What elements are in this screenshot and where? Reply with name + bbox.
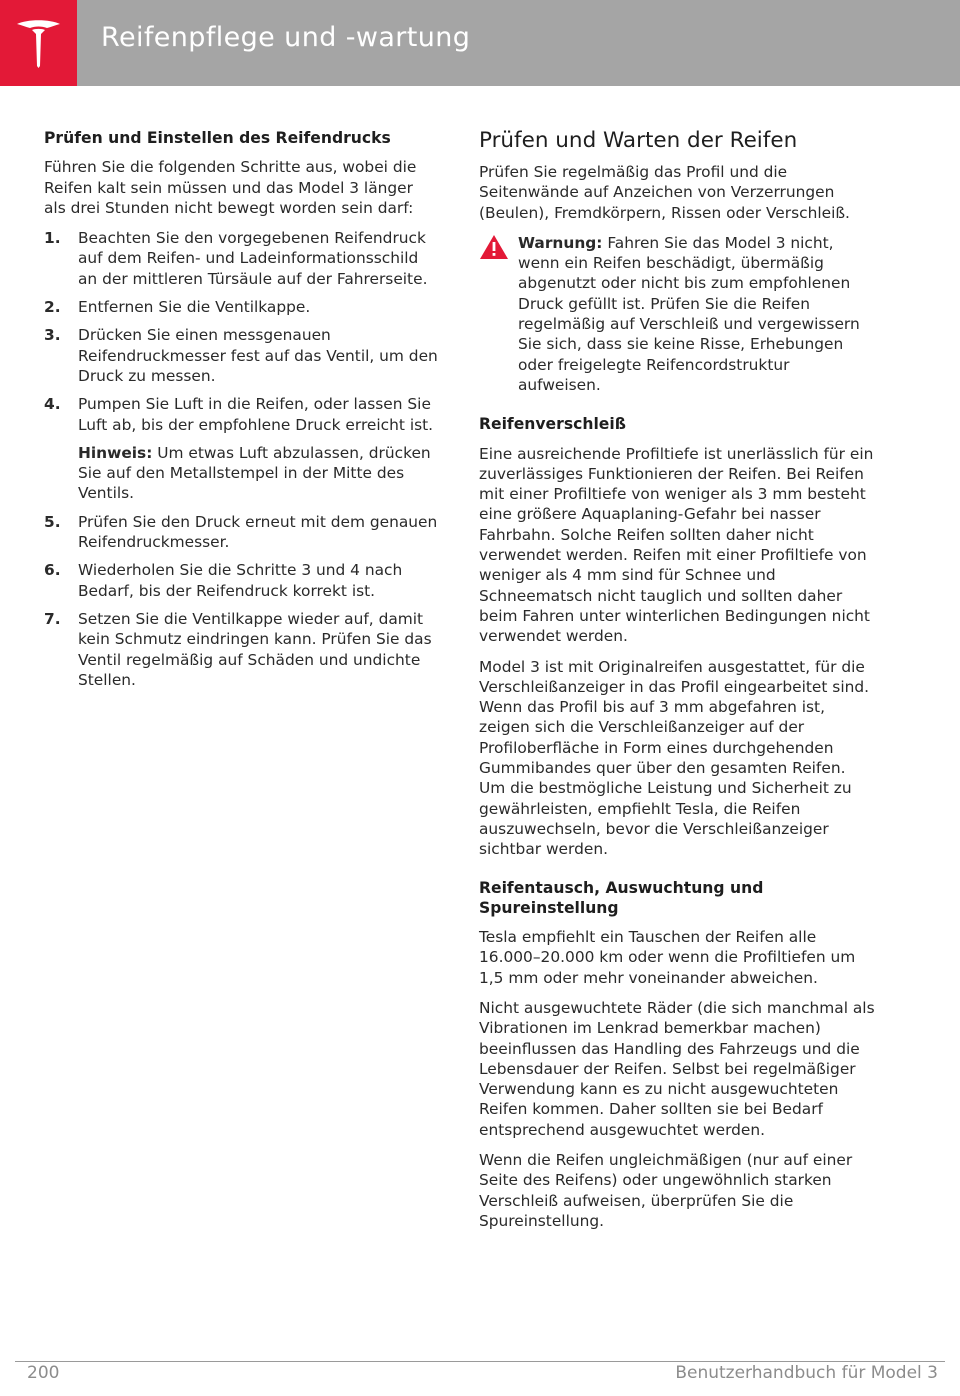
step-number: 6. xyxy=(44,561,61,580)
page-title: Reifenpflege und -wartung xyxy=(101,22,471,53)
step-item xyxy=(44,228,438,289)
step-text: Drücken Sie einen messgenauen Reifendruckmesser fest auf das Ventil, um den Druck zu messen. xyxy=(78,326,438,385)
step-item xyxy=(44,512,438,553)
warning-label: Warnung: xyxy=(518,233,603,252)
footer-divider xyxy=(15,1361,945,1362)
step-number: 4. xyxy=(44,395,61,414)
step-text: Prüfen Sie den Druck erneut mit dem genauen Reifendruckmesser. xyxy=(78,512,438,552)
step-item xyxy=(44,297,438,317)
section-title: Prüfen und Warten der Reifen xyxy=(479,128,798,153)
page-header xyxy=(0,0,960,86)
step-item xyxy=(44,609,438,690)
step-text: Entfernen Sie die Ventilkappe. xyxy=(78,298,311,317)
tire-pressure-steps xyxy=(44,228,438,690)
warning-triangle-icon xyxy=(479,234,509,260)
step-text: Setzen Sie die Ventilkappe wieder auf, damit kein Schmutz eindringen kann. Prüfen Sie das Ventil regelmäßig auf Schäden und undichte Stellen. xyxy=(78,609,432,689)
tire-rotation-heading: Reifentausch, Auswuchtung und Spureinstellung xyxy=(479,878,764,917)
step-text: Beachten Sie den vorgegebenen Reifendruck auf dem Reifen- und Ladeinformationsschild an der mittleren Türsäule auf der Fahrerseite. xyxy=(78,229,428,288)
tire-wear-paragraph: Eine ausreichende Profiltiefe ist unerlässlich für ein zuverlässiges Funktionieren der Reifen. Bei Reifen mit einer Profiltiefe von weniger als 3 mm besteht eine größere Aquaplaning-Gefahr bei nasser Fahrbahn. Solche Reifen sollten daher nicht verwendet werden. Reifen mit einer Profiltiefe von weniger als 4 mm sind für Schnee und Schneematsch nicht tauglich und sollten daher beim Fahren unter winterlichen Bedingungen nicht verwendet werden. xyxy=(479,444,874,646)
note-box xyxy=(78,443,438,504)
left-column xyxy=(44,128,438,698)
footer-manual-label: Benutzerhandbuch für Model 3 xyxy=(675,1363,938,1383)
step-number: 3. xyxy=(44,326,61,345)
logo-badge xyxy=(0,0,77,86)
warning-text: Fahren Sie das Model 3 nicht, wenn ein Reifen beschädigt, übermäßig abgenutzt oder nicht bis zum empfohlenen Druck gefüllt ist. Prüfen Sie die Reifen regelmäßig auf Verschleiß und vergewissern Sie sich, dass sie keine Risse, Erhebungen oder freigelegte Reifencordstruktur aufweisen. xyxy=(518,233,860,394)
right-column xyxy=(479,128,875,1241)
tire-pressure-intro: Führen Sie die folgenden Schritte aus, wobei die Reifen kalt sein müssen und das Model 3 länger als drei Stunden nicht bewegt worden sein darf: xyxy=(44,158,417,217)
tire-wear-paragraph: Model 3 ist mit Originalreifen ausgestattet, für die Verschleißanzeiger in das Profil eingearbeitet sind. Wenn das Profil bis auf 3 mm abgefahren ist, zeigen sich die Verschleißanzeiger auf der Profiloberfläche in Form eines durchgehenden Gummibandes quer über den gesamten Reifen. Um die bestmögliche Leistung und Sicherheit zu gewährleisten, empfiehlt Tesla, die Reifen auszuwechseln, bevor die Verschleißanzeiger sichtbar werden. xyxy=(479,657,870,859)
step-item xyxy=(44,394,438,503)
step-number: 2. xyxy=(44,298,61,317)
note-label: Hinweis: xyxy=(78,443,153,462)
note-text: Um etwas Luft abzulassen, drücken Sie auf den Metallstempel in der Mitte des Ventils. xyxy=(78,443,431,503)
step-item xyxy=(44,325,438,386)
step-text: Wiederholen Sie die Schritte 3 und 4 nach Bedarf, bis der Reifendruck korrekt ist. xyxy=(78,561,403,600)
page-number: 200 xyxy=(27,1363,60,1383)
step-text: Pumpen Sie Luft in die Reifen, oder lassen Sie Luft ab, bis der empfohlene Druck erreicht ist. xyxy=(78,395,434,434)
step-number: 7. xyxy=(44,609,61,628)
step-number: 1. xyxy=(44,229,61,248)
tire-pressure-heading: Prüfen und Einstellen des Reifendrucks xyxy=(44,129,391,147)
section-intro: Prüfen Sie regelmäßig das Profil und die Seitenwände auf Anzeichen von Verzerrungen (Beulen), Fremdkörpern, Rissen oder Verschleiß. xyxy=(479,163,850,222)
tire-rotation-paragraph: Wenn die Reifen ungleichmäßigen (nur auf einer Seite des Reifens) oder ungewöhnlich starken Verschleiß aufweisen, überprüfen Sie die Spureinstellung. xyxy=(479,1151,853,1230)
tire-rotation-paragraph: Tesla empfiehlt ein Tauschen der Reifen alle 16.000–20.000 km oder wenn die Profiltiefen um 1,5 mm oder mehr voneinander abweichen. xyxy=(479,928,856,987)
warning-box xyxy=(479,233,875,395)
tire-wear-heading: Reifenverschleiß xyxy=(479,415,626,434)
step-item xyxy=(44,560,438,601)
step-number: 5. xyxy=(44,512,61,531)
tesla-logo-icon xyxy=(15,18,62,68)
tire-rotation-paragraph: Nicht ausgewuchtete Räder (die sich manchmal als Vibrationen im Lenkrad bemerkbar machen) beeinflussen das Handling des Fahrzeugs und die Lebensdauer der Reifen. Selbst bei regelmäßiger Verwendung kann es zu nicht ausgewuchteten Reifen kommen. Daher sollten sie bei Bedarf entsprechend ausgewuchtet werden. xyxy=(479,998,875,1139)
